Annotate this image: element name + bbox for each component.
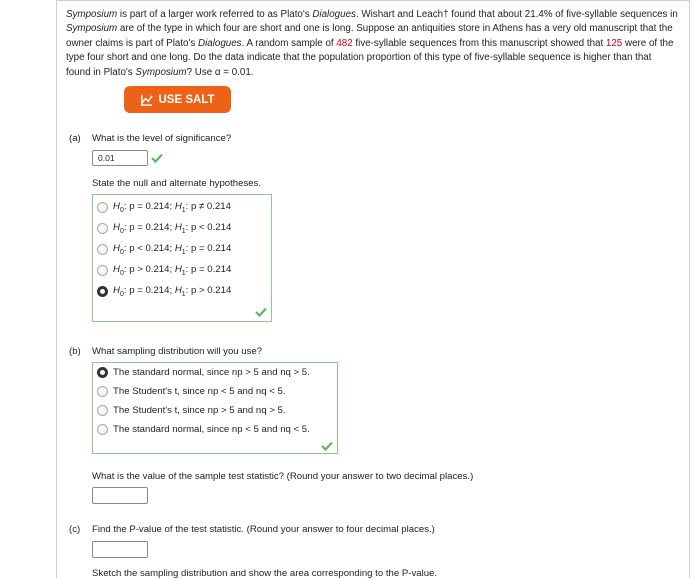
hypothesis-option[interactable]: $H_0$: p = 0.214; $H_1$: p ≠ 0.214 xyxy=(97,201,231,214)
radio-button[interactable] xyxy=(97,386,108,397)
use-salt-button[interactable]: USE SALT xyxy=(124,86,231,113)
significance-input[interactable]: 0.01 xyxy=(92,150,148,166)
hypotheses-options xyxy=(92,194,272,322)
part-b-letter: (b) xyxy=(69,346,81,357)
distribution-option[interactable]: The Student's t, since np > 5 and nq > 5. xyxy=(97,405,286,416)
radio-button[interactable] xyxy=(97,244,108,255)
salt-chart-icon xyxy=(140,93,153,106)
distribution-option-selected[interactable]: The standard normal, since np > 5 and nq > 5. xyxy=(97,367,310,378)
problem-statement: Symposium is part of a larger work referred to as Plato's Dialogues. Wishart and Leach† found that about 21.4% of five-syllable sequences in Symposium are of the type in which four are short and one is long. Suppose an antiquities store in Athens has a very old manuscript that the owner claims is part of Plato's Dialogues. A random sample of 482 five-syllable sequences from this manuscript showed that 125 were of the type four short and one long. Do the data indicate that the population proportion of this type of five-syllable sequence is higher than that found in Plato's Symposium? Use α = 0.01. xyxy=(66,9,678,78)
radio-button-selected[interactable] xyxy=(97,367,108,378)
radio-button-selected[interactable] xyxy=(97,286,108,297)
correct-check-icon xyxy=(321,441,333,451)
p-value-input[interactable] xyxy=(92,541,148,558)
part-a-letter: (a) xyxy=(69,133,81,144)
distribution-option[interactable]: The standard normal, since np < 5 and nq < 5. xyxy=(97,424,310,435)
success-count: 125 xyxy=(605,37,623,49)
test-statistic-question: What is the value of the sample test statistic? (Round your answer to two decimal places.) xyxy=(92,471,474,482)
part-b-question: What sampling distribution will you use? xyxy=(92,346,263,357)
test-statistic-input[interactable] xyxy=(92,487,148,504)
radio-button[interactable] xyxy=(97,265,108,276)
distribution-option[interactable]: The Student's t, since np < 5 and nq < 5. xyxy=(97,386,286,397)
correct-check-icon xyxy=(151,153,163,163)
sample-size: 482 xyxy=(336,37,353,49)
radio-button[interactable] xyxy=(97,405,108,416)
hypothesis-option[interactable]: $H_0$: p = 0.214; $H_1$: p < 0.214 xyxy=(97,222,231,235)
radio-button[interactable] xyxy=(97,223,108,234)
correct-check-icon xyxy=(255,307,267,317)
hypothesis-option[interactable]: $H_0$: p < 0.214; $H_1$: p = 0.214 xyxy=(97,243,231,256)
hypothesis-option[interactable]: $H_0$: p > 0.214; $H_1$: p = 0.214 xyxy=(97,264,231,277)
radio-button[interactable] xyxy=(97,424,108,435)
sketch-instruction: Sketch the sampling distribution and show the area corresponding to the P-value. xyxy=(92,568,438,579)
radio-button[interactable] xyxy=(97,202,108,213)
hypothesis-option-selected[interactable]: $H_0$: p = 0.214; $H_1$: p > 0.214 xyxy=(97,285,231,298)
hypotheses-prompt: State the null and alternate hypotheses. xyxy=(92,178,262,189)
distribution-options xyxy=(92,362,338,454)
part-c-question: Find the P-value of the test statistic. (Round your answer to four decimal places.) xyxy=(92,524,435,535)
part-a-question: What is the level of significance? xyxy=(92,133,232,144)
part-c-letter: (c) xyxy=(69,524,81,535)
